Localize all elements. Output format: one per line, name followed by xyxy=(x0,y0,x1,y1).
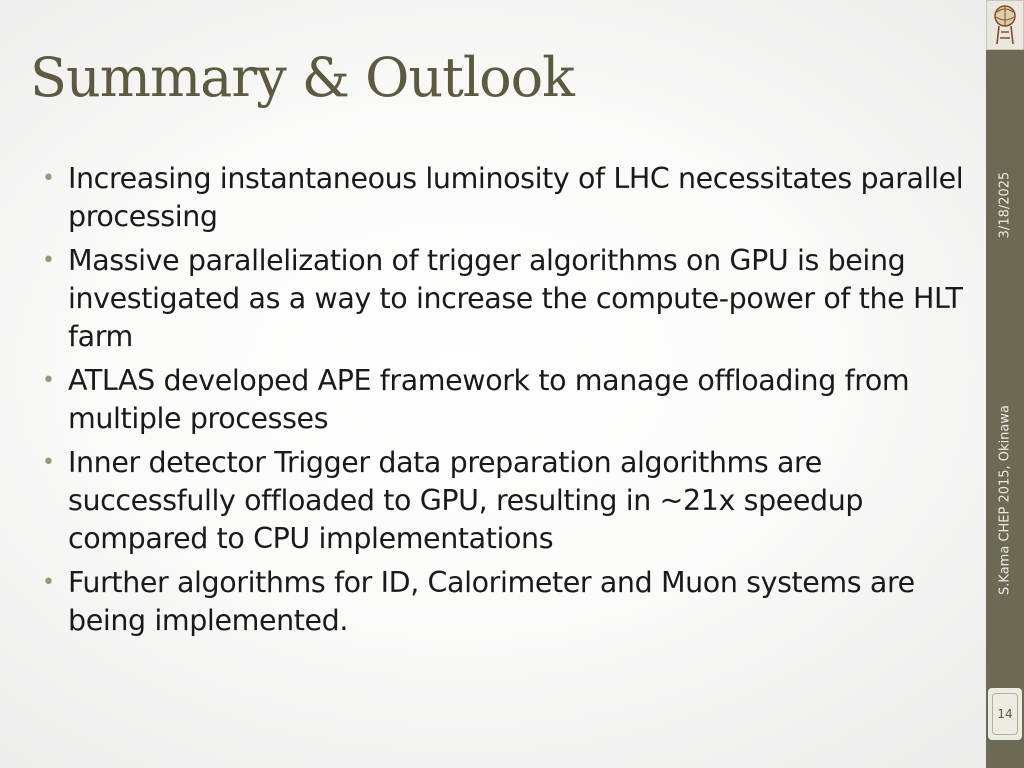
bullet-item xyxy=(42,160,972,236)
atlas-logo-icon xyxy=(986,0,1024,50)
atlas-logo-icon-graphic xyxy=(988,2,1022,48)
bullet-icon: • xyxy=(42,570,55,595)
bullet-text: ATLAS developed APE framework to manage offloading from multiple processes xyxy=(68,364,910,435)
bullet-icon: • xyxy=(42,450,55,475)
bullet-text: Massive parallelization of trigger algorithms on GPU is being investigated as a way to increase the compute-power of the HLT farm xyxy=(68,244,963,353)
slide-footer: S.Kama CHEP 2015, Okinawa xyxy=(997,405,1013,595)
slide-sidebar xyxy=(986,0,1024,768)
bullet-icon: • xyxy=(42,166,55,191)
page-number-badge xyxy=(988,688,1022,740)
slide-date: 3/18/2025 xyxy=(997,171,1013,239)
bullet-list xyxy=(42,160,972,646)
bullet-item xyxy=(42,564,972,640)
bullet-item xyxy=(42,362,972,438)
page-number: 14 xyxy=(992,693,1018,735)
bullet-text: Inner detector Trigger data preparation algorithms are successfully offloaded to GPU, resulting in ~21x speedup compared to CPU implementations xyxy=(68,446,864,555)
bullet-icon: • xyxy=(42,248,55,273)
bullet-item xyxy=(42,444,972,558)
slide-title: Summary & Outlook xyxy=(30,46,574,109)
bullet-text: Increasing instantaneous luminosity of LHC necessitates parallel processing xyxy=(68,162,964,233)
bullet-text: Further algorithms for ID, Calorimeter and Muon systems are being implemented. xyxy=(68,566,915,637)
bullet-icon: • xyxy=(42,368,55,393)
bullet-item xyxy=(42,242,972,356)
